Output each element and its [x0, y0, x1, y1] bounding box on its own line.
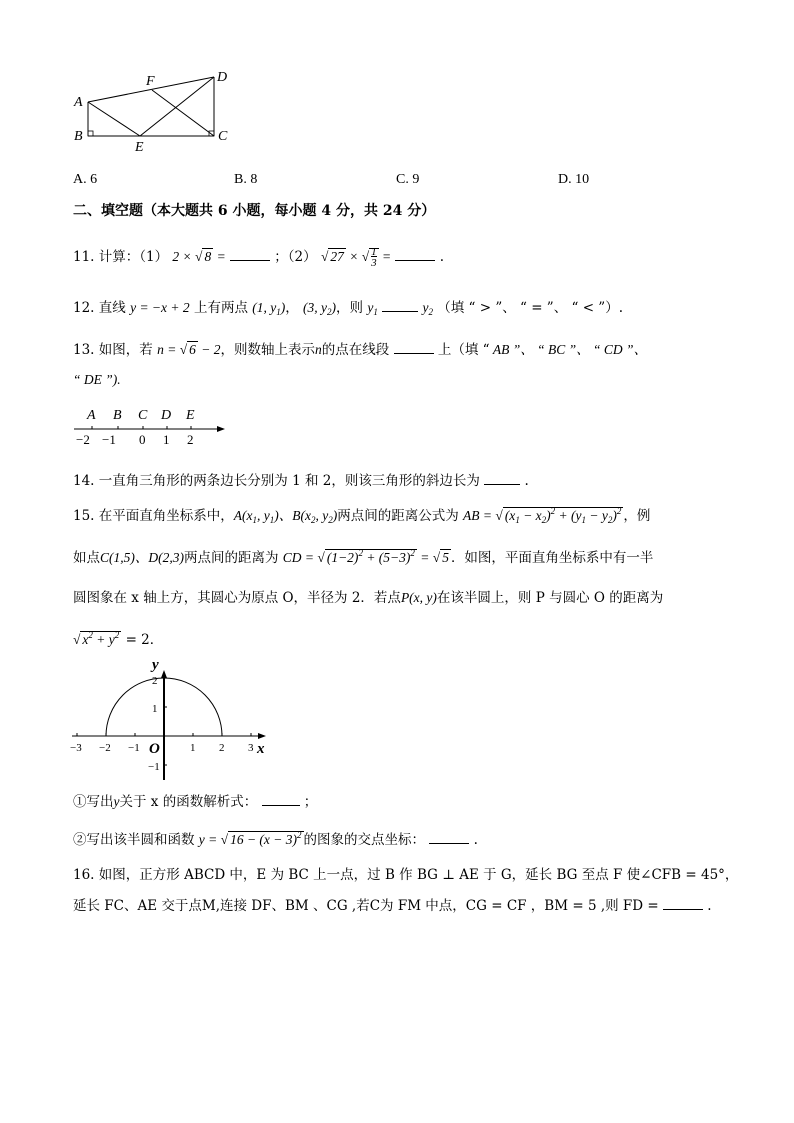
q14: 14. 一直角三角形的两条边长分别为 1 和 2，则该三角形的斜边长为 . [73, 469, 529, 489]
point-B: B [113, 408, 122, 423]
q16-blank[interactable] [663, 895, 703, 910]
semicircle-graph [66, 656, 276, 784]
q12-point-2: (3, $y_2$) [303, 300, 337, 317]
q12-blank[interactable] [382, 297, 418, 312]
q15-line-4: √ $x^2 + y^2 = 2$． [73, 630, 164, 648]
q12-point-1: (1, $y_1$) [252, 300, 286, 317]
q11-blank-1[interactable] [230, 246, 270, 261]
q10-option-c[interactable]: C. 9 [396, 172, 420, 187]
q15-function: y = √ $16 - (x - 3)^2$ [198, 830, 302, 847]
q15-blank-1[interactable] [262, 791, 300, 806]
y-tick-label: 1 [152, 703, 158, 715]
q12-line-equation: y = −x + 2 [130, 300, 190, 315]
q16-line-1: 16. 如图，正方形 ABCD 中，E 为 BC 上一点，过 B 作 BG ⊥ AE 于 G，延长 BG 至点 F 使∠CFB = 45°， [73, 867, 739, 883]
q15-sub-2: ②写出该半圆和函数 y = √ $16 - (x - 3)^2$ 的图象的交点坐标： . [73, 830, 478, 848]
y-tick-label: 2 [152, 675, 158, 687]
label-A: A [74, 95, 83, 110]
x-axis-label: x [257, 741, 265, 757]
q15-sub-1: ①写出y关于 x 的函数解析式： ； [73, 790, 317, 810]
tick-label: −1 [102, 432, 116, 447]
q11-expr2: √ 27 × √ 1 3 = [320, 245, 392, 269]
tick-label: 2 [187, 432, 194, 447]
point-E: E [186, 408, 195, 423]
q11: 11. 计算：（1） 2 × √ 8 = ；（2） √ 27 × √ 1 3 = . [73, 245, 445, 269]
q11-blank-2[interactable] [395, 246, 435, 261]
tick-label: 0 [139, 432, 146, 447]
q15-line-2: 如点C(1,5)、D(2,3)两点间的距离为 CD = √ $(1-2)^2 + (5-3)^2$ = √ 5 ．如图，平面直角坐标系中有一半 [73, 548, 654, 566]
q16-line-2: 延长 FC、AE 交于点M,连接 DF、BM 、CG ,若C为 FM 中点，CG = CF ，BM = 5 ,则 FD = . [73, 894, 712, 914]
label-B: B [74, 129, 83, 144]
q10-option-b[interactable]: B. 8 [234, 172, 258, 187]
x-tick-label: 3 [248, 742, 254, 754]
example-distance: CD = √ $(1-2)^2 + (5-3)^2$ = √ 5 [282, 548, 449, 565]
origin-label: O [149, 741, 160, 757]
q15-blank-2[interactable] [429, 829, 469, 844]
label-C: C [218, 129, 228, 144]
distance-formula: AB = √ $(x_1 - x_2)^2 + (y_1 - y_2)^2$ [463, 506, 622, 525]
q13-line-1: 13. 如图，若 n = √ 6 − 2，则数轴上表示n的点在线段 上（填 “ AB ”、 “ BC ”、 “ CD ”、 [73, 338, 647, 358]
q12: 12. 直线 y = −x + 2 上有两点 (1, $y_1$)， (3, $y_2$)，则 $y_1$ $y_2$ （填 “ > ”、 “ = ”、 “ < ”）. [73, 296, 623, 317]
q13-line-2: “ DE ”). [73, 372, 121, 387]
q13-blank[interactable] [394, 339, 434, 354]
x-tick-label: −3 [70, 742, 82, 754]
q10-figure [68, 68, 238, 158]
point-D: D [161, 408, 172, 423]
y-tick-label: −1 [148, 761, 160, 773]
y-axis-label: y [152, 657, 159, 673]
point-A: A [87, 408, 96, 423]
label-E: E [135, 140, 144, 155]
q15-line-3: 圆图象在 x 轴上方，其圆心为原点 O，半径为 2．若点P(x, y)在该半圆上，则 P 与圆心 O 的距离为 [73, 590, 664, 606]
label-D: D [217, 70, 228, 85]
x-tick-label: 2 [219, 742, 225, 754]
tick-label: −2 [76, 432, 90, 447]
x-tick-label: −1 [128, 742, 140, 754]
q13-n-expr: n = √ 6 − 2 [157, 342, 221, 357]
q15-line-1: 15. 在平面直角坐标系中，$A(x_1$, $y_1$)、$B(x_2$, $y_2$)两点间的距离公式为 AB = √ $(x_1 - x_2)^2 + (y_1 - y_2)^2$ ，例 [73, 506, 651, 525]
q14-blank[interactable] [484, 470, 520, 485]
point-C: C [138, 408, 148, 423]
q10-option-a[interactable]: A. 6 [73, 172, 98, 187]
q10-option-d[interactable]: D. 10 [558, 172, 590, 187]
number-line [70, 404, 230, 448]
q11-expr1: 2 × √ 8 = [172, 249, 226, 264]
x-tick-label: 1 [190, 742, 196, 754]
tick-label: 1 [163, 432, 170, 447]
section-title: 二、填空题（本大题共 6 小题，每小题 4 分，共 24 分） [73, 203, 436, 219]
label-F: F [146, 74, 155, 89]
x-tick-label: −2 [99, 742, 111, 754]
